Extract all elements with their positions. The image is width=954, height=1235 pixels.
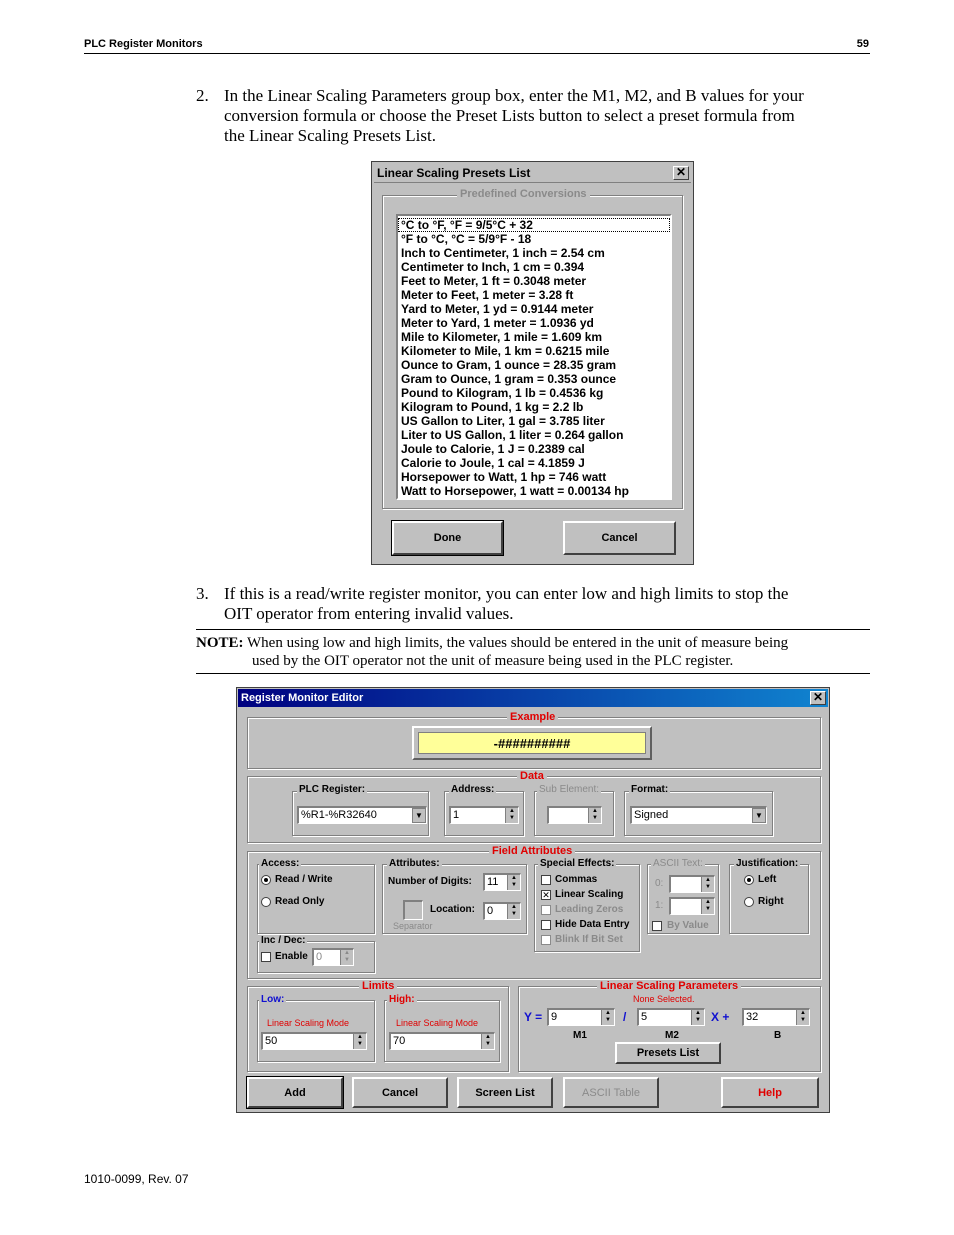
data-legend: Data <box>517 770 547 782</box>
sub-element-spinner[interactable]: ▲ ▼ <box>588 808 601 823</box>
high-limit-value: 70 <box>393 1035 406 1047</box>
presets-dialog-titlebar <box>374 164 691 183</box>
plc-register-select[interactable] <box>297 806 427 824</box>
left-label[interactable]: Left <box>758 874 777 885</box>
note <box>196 634 870 670</box>
sub-element-input[interactable] <box>547 806 602 824</box>
read-only-label[interactable]: Read Only <box>275 896 325 907</box>
low-mode-label: Linear Scaling Mode <box>267 1018 350 1028</box>
list-item[interactable]: Centimeter to Inch, 1 cm = 0.394 <box>401 260 585 274</box>
divide-label: / <box>623 1010 627 1024</box>
cancel-button[interactable]: Cancel <box>352 1077 448 1108</box>
separator-box[interactable] <box>403 900 423 920</box>
separator-label: Separator <box>393 921 433 931</box>
leading-zeros-label[interactable]: Leading Zeros <box>555 904 624 915</box>
add-button[interactable]: Add <box>247 1077 343 1108</box>
blink-if-bit-set-checkbox[interactable] <box>541 935 551 945</box>
step-3-line-2: OIT operator from entering invalid values. <box>224 604 514 623</box>
list-item[interactable]: Kilogram to Pound, 1 kg = 2.2 lb <box>401 400 584 414</box>
ascii-0-label: 0: <box>655 878 664 889</box>
screen-list-button[interactable]: Screen List <box>457 1077 553 1108</box>
plc-register-value: %R1-%R32640 <box>301 809 377 821</box>
x-plus-label: X + <box>711 1010 730 1024</box>
ascii-0-spinner[interactable]: ▲ ▼ <box>701 877 714 892</box>
chevron-down-icon[interactable]: ▼ <box>412 808 426 823</box>
note-line-2: used by the OIT operator not the unit of measure being used in the PLC register. <box>252 653 734 669</box>
step-2-line-2: conversion formula or choose the Preset Lists button to select a preset formula from <box>224 106 795 125</box>
register-monitor-editor <box>236 687 830 1113</box>
list-item[interactable]: Feet to Meter, 1 ft = 0.3048 meter <box>401 274 587 288</box>
linear-scaling-status: None Selected. <box>633 994 695 1004</box>
low-limit-spinner[interactable]: ▲ ▼ <box>353 1034 366 1049</box>
by-value-label[interactable]: By Value <box>667 920 709 931</box>
list-item[interactable]: °C to °F, °F = 9/5°C + 32 <box>398 218 670 232</box>
ascii-text-label: ASCII Text: <box>653 858 703 869</box>
y-equals-label: Y = <box>524 1010 543 1024</box>
header-rule <box>84 53 870 54</box>
high-label: High: <box>389 994 415 1005</box>
presets-dialog <box>371 161 694 565</box>
high-group <box>384 1000 500 1062</box>
location-value: 0 <box>487 905 494 917</box>
list-item[interactable]: Meter to Yard, 1 meter = 1.0936 yd <box>401 316 594 330</box>
num-digits-spinner[interactable]: ▲ ▼ <box>507 875 520 890</box>
step-3-text <box>224 584 874 624</box>
plc-register-label: PLC Register: <box>299 784 366 795</box>
read-only-radio[interactable] <box>261 897 271 907</box>
format-value: Signed <box>634 809 669 821</box>
address-input[interactable] <box>449 806 519 824</box>
note-bottom-rule <box>196 673 870 674</box>
blink-if-bit-set-label[interactable]: Blink If Bit Set <box>555 934 623 945</box>
ascii-1-spinner[interactable]: ▲ ▼ <box>701 899 714 914</box>
note-top-rule <box>196 629 870 630</box>
example-value: -########## <box>418 732 646 754</box>
list-item[interactable]: US Gallon to Liter, 1 gal = 3.785 liter <box>401 414 605 428</box>
m2-input[interactable] <box>637 1008 705 1026</box>
page-header-title: PLC Register Monitors <box>84 38 203 50</box>
editor-titlebar <box>238 689 828 707</box>
hide-data-entry-label[interactable]: Hide Data Entry <box>555 919 630 930</box>
special-effects-label: Special Effects: <box>540 858 615 869</box>
b-spinner[interactable]: ▲ ▼ <box>796 1010 809 1025</box>
commas-label[interactable]: Commas <box>555 874 598 885</box>
list-item[interactable]: Mile to Kilometer, 1 mile = 1.609 km <box>401 330 603 344</box>
format-label: Format: <box>631 784 669 795</box>
b-label: B <box>774 1030 782 1041</box>
list-item[interactable]: Calorie to Joule, 1 cal = 4.1859 J <box>401 456 585 470</box>
m1-input[interactable] <box>547 1008 615 1026</box>
close-icon[interactable]: ✕ <box>673 166 689 180</box>
ascii-table-button[interactable]: ASCII Table <box>563 1077 659 1108</box>
enable-value: 0 <box>316 951 323 963</box>
list-item[interactable]: Inch to Centimeter, 1 inch = 2.54 cm <box>401 246 605 260</box>
list-item[interactable]: °F to °C, °C = 5/9°F - 18 <box>401 232 532 246</box>
list-item[interactable]: Pound to Kilogram, 1 lb = 0.4536 kg <box>401 386 604 400</box>
format-select[interactable] <box>630 806 767 824</box>
commas-checkbox[interactable] <box>541 875 551 885</box>
num-digits-value: 11 <box>487 876 499 888</box>
address-spinner[interactable]: ▲ ▼ <box>505 808 518 823</box>
example-legend: Example <box>507 711 558 723</box>
page-footer: 1010-0099, Rev. 07 <box>84 1172 189 1186</box>
enable-label[interactable]: Enable <box>275 951 308 962</box>
high-limit-input[interactable] <box>389 1032 495 1050</box>
limits-legend: Limits <box>359 980 397 992</box>
ascii-0-input[interactable] <box>669 875 715 893</box>
presets-list[interactable] <box>396 214 672 500</box>
address-value: 1 <box>453 809 460 821</box>
enable-spinner[interactable]: ▲ ▼ <box>340 950 353 965</box>
presets-list-button[interactable]: Presets List <box>615 1042 721 1064</box>
list-item[interactable]: Kilometer to Mile, 1 km = 0.6215 mile <box>401 344 610 358</box>
address-label: Address: <box>451 784 495 795</box>
list-item[interactable]: Joule to Calorie, 1 J = 0.2389 cal <box>401 442 585 456</box>
step-2-number: 2. <box>196 86 209 105</box>
by-value-checkbox[interactable] <box>652 921 662 931</box>
low-limit-value: 50 <box>265 1035 278 1047</box>
m2-value: 5 <box>641 1011 648 1023</box>
ascii-1-label: 1: <box>655 900 664 911</box>
done-button[interactable]: Done <box>392 521 503 555</box>
step-3-line-1: If this is a read/write register monitor, you can enter low and high limits to stop the <box>224 584 789 603</box>
note-label: NOTE: <box>196 635 244 651</box>
left-radio[interactable] <box>744 875 754 885</box>
enable-checkbox[interactable] <box>261 952 271 962</box>
high-mode-label: Linear Scaling Mode <box>396 1018 479 1028</box>
list-item[interactable]: Liter to US Gallon, 1 liter = 0.264 gallon <box>401 428 624 442</box>
list-item[interactable]: Gram to Ounce, 1 gram = 0.353 ounce <box>401 372 617 386</box>
right-label[interactable]: Right <box>758 896 784 907</box>
ascii-1-input[interactable] <box>669 897 715 915</box>
low-limit-input[interactable] <box>261 1032 367 1050</box>
low-group <box>257 1000 375 1062</box>
step-2-line-3: the Linear Scaling Presets List. <box>224 126 436 145</box>
justification-label: Justification: <box>736 858 799 869</box>
field-attributes-legend: Field Attributes <box>489 845 575 857</box>
presets-dialog-title: Linear Scaling Presets List <box>377 166 531 180</box>
note-line-1: When using low and high limits, the values should be entered in the unit of measure being <box>247 635 789 651</box>
enable-input[interactable] <box>312 948 354 966</box>
linear-scaling-legend: Linear Scaling Parameters <box>597 980 741 992</box>
inc-dec-label: Inc / Dec: <box>261 935 306 946</box>
list-item[interactable]: Ounce to Gram, 1 ounce = 28.35 gram <box>401 358 617 372</box>
m2-label: M2 <box>665 1030 679 1041</box>
m1-label: M1 <box>573 1030 587 1041</box>
close-icon[interactable]: ✕ <box>810 691 826 705</box>
access-label: Access: <box>261 858 300 869</box>
low-label: Low: <box>261 994 285 1005</box>
num-digits-input[interactable] <box>483 873 521 891</box>
editor-title: Register Monitor Editor <box>241 692 364 704</box>
read-write-label[interactable]: Read / Write <box>275 874 333 885</box>
list-item[interactable]: Watt to Horsepower, 1 watt = 0.00134 hp <box>401 484 629 498</box>
read-write-radio[interactable] <box>261 875 271 885</box>
chevron-down-icon[interactable]: ▼ <box>752 808 766 823</box>
m1-value: 9 <box>551 1011 558 1023</box>
predefined-conversions-legend: Predefined Conversions <box>457 188 590 200</box>
example-display <box>412 726 652 760</box>
hide-data-entry-checkbox[interactable] <box>541 920 551 930</box>
location-label: Location: <box>430 904 475 915</box>
num-digits-label: Number of Digits: <box>388 876 472 887</box>
m1-spinner[interactable]: ▲ ▼ <box>601 1010 614 1025</box>
list-item[interactable]: Meter to Feet, 1 meter = 3.28 ft <box>401 288 574 302</box>
sub-element-label: Sub Element: <box>539 784 600 795</box>
linear-scaling-label[interactable]: Linear Scaling <box>555 889 624 900</box>
right-radio[interactable] <box>744 897 754 907</box>
b-input[interactable] <box>742 1008 810 1026</box>
help-button[interactable]: Help <box>721 1077 819 1108</box>
step-2-line-1: In the Linear Scaling Parameters group box, enter the M1, M2, and B values for your <box>224 86 804 105</box>
step-3-number: 3. <box>196 584 209 603</box>
leading-zeros-checkbox[interactable] <box>541 905 551 915</box>
page-number: 59 <box>856 38 869 50</box>
attributes-label: Attributes: <box>389 858 440 869</box>
list-item[interactable]: Yard to Meter, 1 yd = 0.9144 meter <box>401 302 594 316</box>
step-2-text <box>224 86 874 146</box>
location-input[interactable] <box>483 902 521 920</box>
location-spinner[interactable]: ▲ ▼ <box>507 904 520 919</box>
m2-spinner[interactable]: ▲ ▼ <box>691 1010 704 1025</box>
list-item[interactable]: Horsepower to Watt, 1 hp = 746 watt <box>401 470 607 484</box>
high-limit-spinner[interactable]: ▲ ▼ <box>481 1034 494 1049</box>
cancel-button[interactable]: Cancel <box>563 521 676 555</box>
linear-scaling-checkbox[interactable]: ✕ <box>542 890 550 900</box>
b-value: 32 <box>746 1011 759 1023</box>
